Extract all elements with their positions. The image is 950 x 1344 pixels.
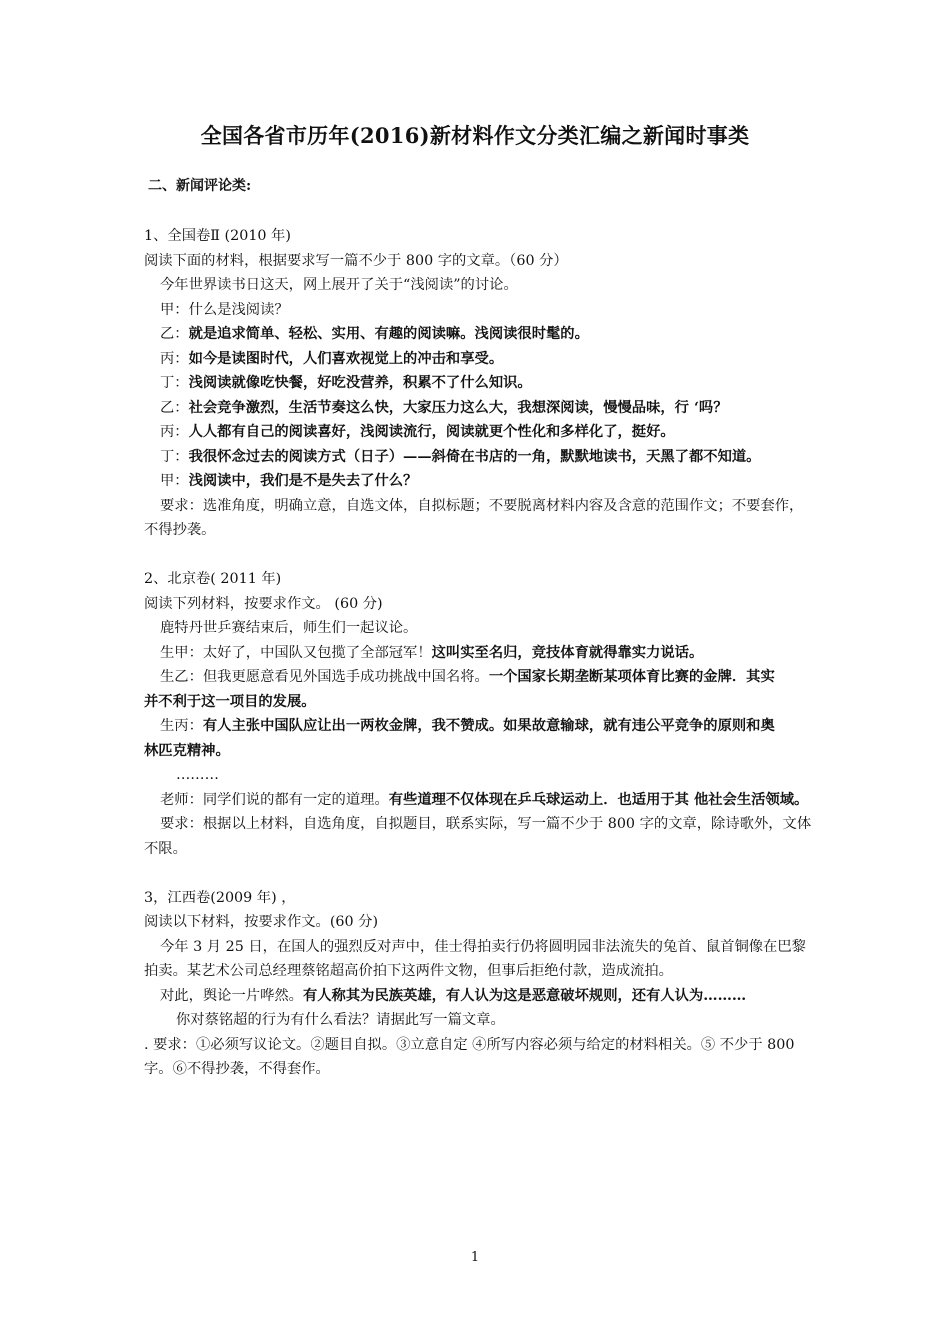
dialogue-text: 我很怀念过去的阅读方式（日子）——斜倚在书店的一角，默默地读书，天黑了都不知道。: [188, 448, 761, 465]
q3-question: 你对蔡铭超的行为有什么看法？请据此写一篇文章。: [176, 1012, 505, 1028]
dialogue-text: 社会竞争激烈，生活节奏这么快，大家压力这么大，我想深阅读，慢慢品味，行 ‘吗？: [188, 399, 728, 416]
plain-text: 对此，舆论一片哗然。: [160, 987, 303, 1004]
emphasis-text: 有人称其为民族英雄，有人认为这是恶意破坏规则，还有人认为………: [302, 987, 747, 1004]
document-body: [144, 224, 814, 1082]
section-heading: 二、新闻评论类:: [148, 178, 252, 194]
q1-line8: [144, 469, 814, 494]
q3-heading: 3，江西卷(2009 年) ，: [144, 889, 296, 906]
dialogue-text: 就是追求简单、轻松、实用、有趣的阅读嘛。浅阅读很时髦的。: [188, 326, 589, 342]
q1-intro: 今年世界读书日这天，网上展开了关于“浅阅读”的讨论。: [160, 277, 518, 293]
q2-student-a: [144, 641, 814, 666]
q2-instruction: 阅读下列材料，按要求作文。 (60 分): [144, 595, 383, 612]
q2-requirement: 要求：根据以上材料，自选角度，自拟题目，联系实际，写一篇不少于 800 字的文章，除诗歌外，文体不限。: [144, 816, 812, 857]
page-number: 1: [470, 1250, 480, 1265]
q1-line5: [144, 396, 814, 421]
speaker-text: 老师：同学们说的都有一定的道理。: [160, 791, 389, 808]
speaker: 丁：: [160, 375, 189, 391]
speaker-text: 生甲：太好了，中国队又包揽了全部冠军！: [160, 644, 432, 661]
q3-paragraph-1: 今年 3 月 25 日，在国人的强烈反对声中，佳士得拍卖行仍将圆明园非法流失的兔首、鼠首铜像在巴黎拍卖。某艺术公司总经理蔡铭超高价拍下这两件文物，但事后拒绝付款，造成流拍。: [144, 938, 806, 979]
q1-instruction: 阅读下面的材料，根据要求写一篇不少于 800 字的文章。（60 分）: [144, 252, 568, 269]
q3-instruction: 阅读以下材料，按要求作文。(60 分): [144, 914, 379, 930]
dialogue-text: 浅阅读就像吃快餐，好吃没营养，积累不了什么知识。: [188, 375, 532, 391]
q1-line3: [144, 347, 814, 372]
speaker: 丙：: [160, 350, 189, 367]
q2-intro: 鹿特丹世乒赛结束后，师生们一起议论。: [160, 620, 418, 636]
q2-heading: 2、北京卷( 2011 年): [144, 571, 282, 587]
q2-ellipsis: ………: [176, 767, 219, 783]
q2-student-b: [144, 665, 814, 714]
q1-line7: [144, 445, 814, 470]
q2-student-c: [144, 714, 814, 763]
speaker: 丁：: [160, 448, 189, 465]
spacer: [144, 861, 814, 886]
speaker: 甲：: [160, 473, 189, 489]
q1-heading: 1、全国卷Ⅱ (2010 年): [144, 228, 291, 244]
q1-line1: 甲：什么是浅阅读？: [160, 301, 289, 318]
emphasis-text: 有人主张中国队应让出一两枚金牌，我不赞成。如果故意输球，就有违公平竞争的原则和奥林匹克精神。: [144, 718, 775, 759]
q1-requirement: 要求：选准角度，明确立意，自选文体，自拟标题；不要脱离材料内容及含意的范围作文；不要套作，不得抄袭。: [144, 497, 804, 538]
q3-paragraph-2: [144, 984, 814, 1009]
q3-requirement: . 要求：①必须写议论文。②题目自拟。③立意自定 ④所写内容必须与给定的材料相关。⑤ 不少于 800 字。⑥不得抄袭，不得套作。: [144, 1036, 795, 1077]
q2-teacher: [144, 788, 814, 813]
dialogue-text: 如今是读图时代，人们喜欢视觉上的冲击和享受。: [188, 350, 504, 367]
emphasis-text: 有些道理不仅体现在乒乓球运动上．也适用于其 他社会生活领域。: [388, 791, 809, 808]
dialogue-text: 人人都有自己的阅读喜好，浅阅读流行，阅读就更个性化和多样化了，挺好。: [188, 424, 675, 440]
q1-line2: [144, 322, 814, 347]
q1-line4: [144, 371, 814, 396]
spacer: [144, 543, 814, 568]
speaker: 乙：: [160, 326, 189, 342]
emphasis-text: 这叫实至名归，竞技体育就得靠实力说话。: [431, 644, 704, 661]
speaker: 丙：: [160, 424, 189, 440]
speaker-text: 生乙：但我更愿意看见外国选手成功挑战中国名将。: [160, 669, 489, 685]
q1-line6: [144, 420, 814, 445]
dialogue-text: 浅阅读中，我们是不是失去了什么？: [188, 473, 418, 489]
speaker-text: 生丙：: [160, 718, 203, 734]
document-title: 全国各省市历年(2016)新材料作文分类汇编之新闻时事类: [200, 123, 750, 148]
emphasis-text: 一个国家长期垄断某项体育比赛的金牌．其实并不利于这一项目的发展。: [144, 669, 775, 710]
speaker: 乙：: [160, 399, 189, 416]
